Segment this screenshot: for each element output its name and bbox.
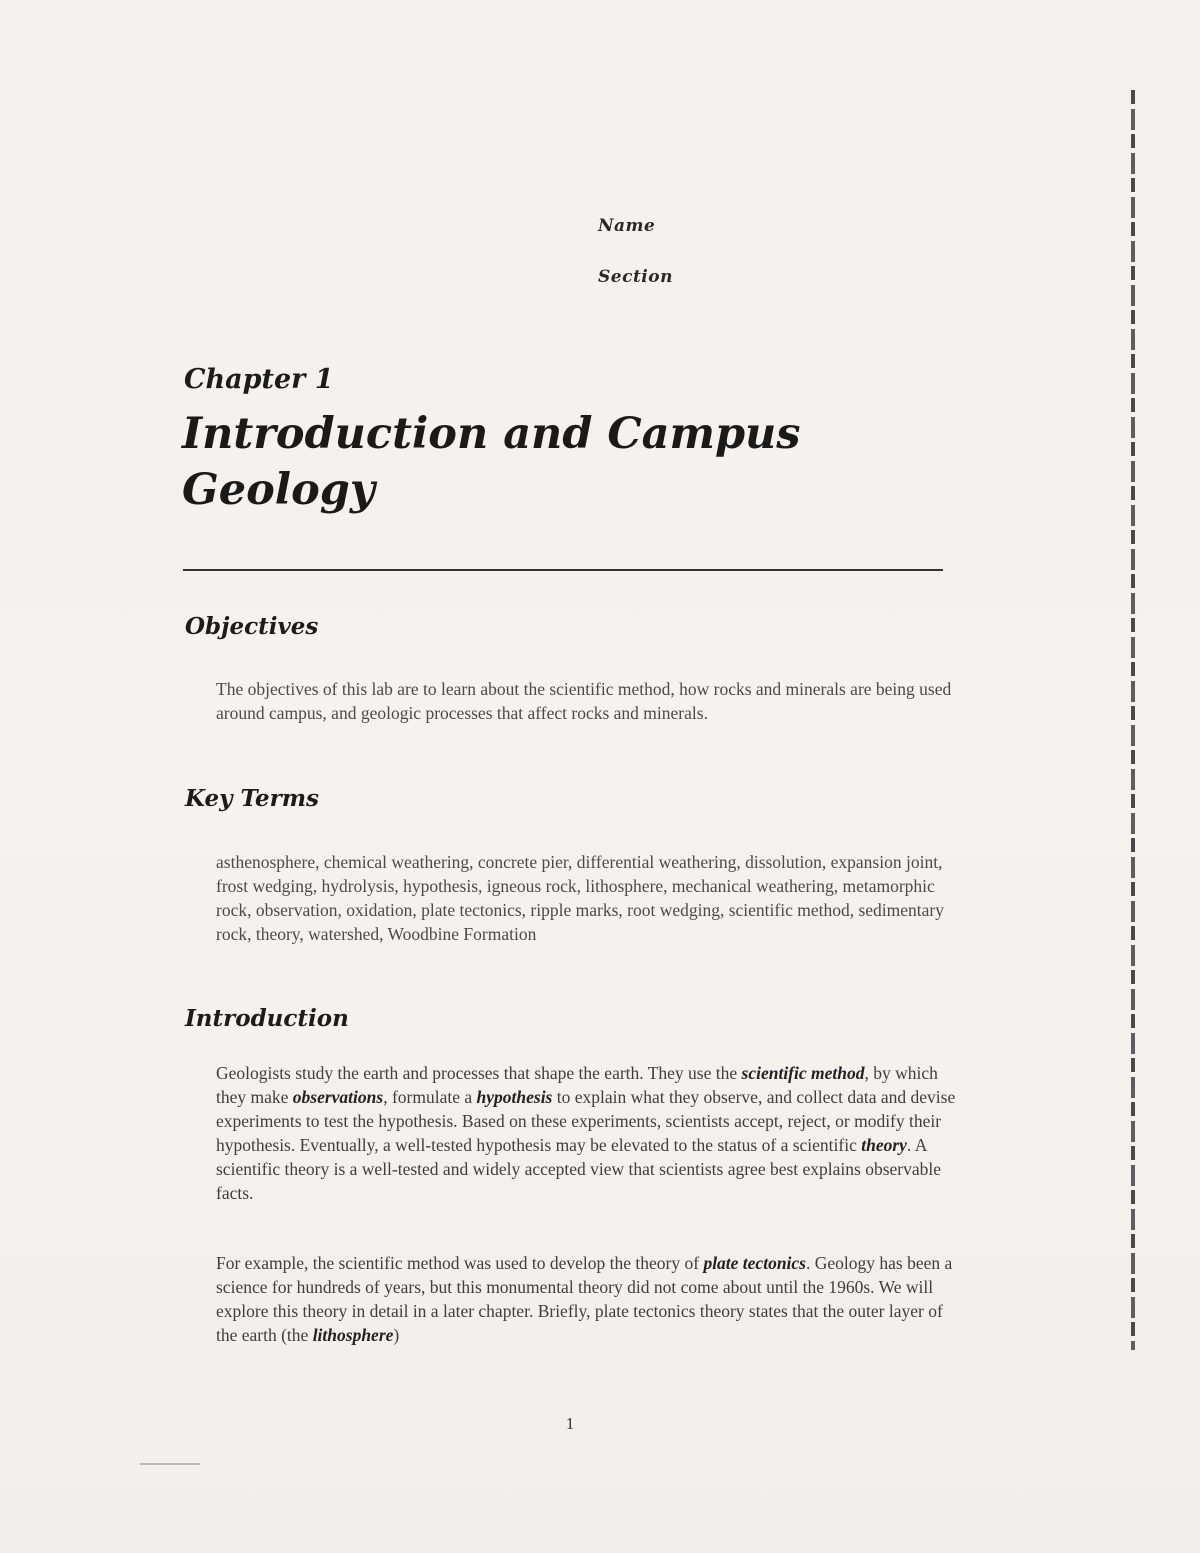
title-divider	[183, 569, 943, 571]
intro-p2-text: For example, the scientific method was used to develop the theory of	[216, 1253, 704, 1273]
intro-p1-text: . A scientific theory is a well-tested and widely accepted view that scientists agree best explains observable facts.	[216, 1135, 942, 1203]
section-label: Section	[598, 267, 673, 287]
chapter-label: Chapter 1	[184, 364, 334, 395]
term-lithosphere: lithosphere	[312, 1325, 394, 1345]
term-plate-tectonics: plate tectonics	[703, 1253, 806, 1273]
intro-p1-text: , by which they make	[216, 1063, 938, 1107]
key-terms-heading: Key Terms	[185, 785, 320, 812]
intro-p2-text: )	[393, 1325, 400, 1345]
term-scientific-method: scientific method	[741, 1063, 865, 1083]
objectives-heading: Objectives	[185, 613, 319, 640]
name-label: Name	[598, 216, 656, 236]
introduction-paragraph-1	[216, 1061, 961, 1205]
intro-p2-text: . Geology has been a science for hundreds of years, but this monumental theory did not come about until the 1960s. We will explore this theory in detail in a later chapter. Briefly, plate tectonics theory states that the outer layer of the earth (the	[216, 1253, 953, 1345]
scan-mark	[140, 1463, 200, 1465]
intro-p1-text: Geologists study the earth and processes that shape the earth. They use the	[216, 1063, 742, 1083]
key-terms-text: asthenosphere, chemical weathering, concrete pier, differential weathering, dissolution, expansion joint, frost wedging, hydrolysis, hypothesis, igneous rock, lithosphere, mechanical weathering, metamorphic rock, observation, oxidation, plate tectonics, ripple marks, root wedging, scientific method, sedimentary rock, theory, watershed, Woodbine Formation	[216, 852, 945, 944]
objectives-text: The objectives of this lab are to learn about the scientific method, how rocks and minerals are being used around campus, and geologic processes that affect rocks and minerals.	[216, 679, 952, 723]
page-number: 1	[565, 1414, 575, 1433]
intro-p1-text: to explain what they observe, and collect data and devise experiments to test the hypothesis. Based on these experiments, scientists accept, reject, or modify their hypothesis. Eventually, a well-tested hypothesis may be elevated to the status of a scientific	[216, 1087, 956, 1155]
introduction-paragraph-2	[216, 1251, 961, 1347]
term-observations: observations	[292, 1087, 384, 1107]
term-hypothesis: hypothesis	[476, 1087, 553, 1107]
intro-p1-text: , formulate a	[383, 1087, 477, 1107]
binding-edge	[1131, 90, 1135, 1350]
term-theory: theory	[861, 1135, 907, 1155]
introduction-heading: Introduction	[185, 1005, 349, 1032]
chapter-title: Introduction and Campus Geology	[182, 409, 801, 515]
